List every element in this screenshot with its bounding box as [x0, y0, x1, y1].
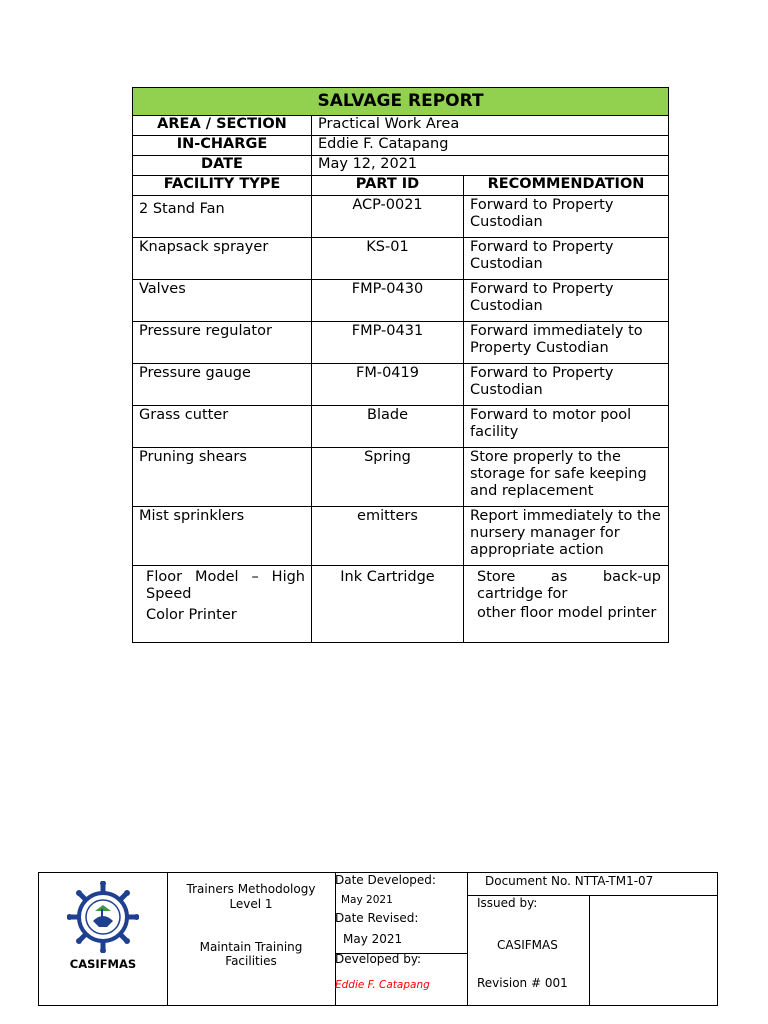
issued-by-label: Issued by: — [477, 896, 538, 910]
document-cell — [467, 873, 719, 1005]
facility-cell: Mist sprinklers — [133, 507, 312, 566]
recommendation-cell: Forward to motor pool facility — [464, 406, 669, 448]
column-header-facility: FACILITY TYPE — [133, 176, 312, 196]
course-title-line-2: Level 1 — [229, 897, 273, 911]
area-row — [133, 116, 669, 136]
part-cell: ACP-0021 — [312, 196, 464, 238]
date-developed-label: Date Developed: — [335, 873, 436, 887]
recommendation-text-2: other floor model printer — [477, 605, 657, 621]
part-cell: Spring — [312, 448, 464, 507]
report-title-row — [133, 88, 669, 116]
part-cell: KS-01 — [312, 238, 464, 280]
part-cell: FM-0419 — [312, 364, 464, 406]
date-revised-value: May 2021 — [343, 932, 403, 946]
facility-line-1: Floor Model – High Speed — [146, 569, 305, 602]
module-title — [167, 940, 335, 968]
facility-cell — [133, 566, 312, 643]
revision-number: Revision # 001 — [477, 976, 568, 990]
table-row — [133, 364, 669, 406]
report-title: SALVAGE REPORT — [133, 88, 669, 116]
area-label: AREA / SECTION — [133, 116, 312, 136]
part-cell: emitters — [312, 507, 464, 566]
table-row — [133, 566, 669, 643]
column-header-recommendation: RECOMMENDATION — [464, 176, 669, 196]
logo-cell — [39, 873, 167, 1005]
table-row — [133, 448, 669, 507]
recommendation-text-1: Store as back-up cartridge for — [477, 569, 662, 602]
date-label: DATE — [133, 156, 312, 176]
recommendation-cell: Forward to Property Custodian — [464, 280, 669, 322]
table-row — [133, 322, 669, 364]
recommendation-cell: Report immediately to the nursery manager for appropriate action — [464, 507, 669, 566]
facility-cell: Valves — [133, 280, 312, 322]
developer-name: Eddie F. Catapang — [335, 979, 430, 991]
table-row — [133, 238, 669, 280]
course-title — [167, 882, 335, 912]
course-cell — [167, 873, 335, 1005]
recommendation-cell: Forward to Property Custodian — [464, 238, 669, 280]
developed-by-label: Developed by: — [335, 952, 422, 966]
incharge-row — [133, 136, 669, 156]
casifmas-logo — [67, 881, 139, 953]
date-row — [133, 156, 669, 176]
module-title-line-2: Facilities — [225, 954, 277, 968]
facility-cell: Grass cutter — [133, 406, 312, 448]
table-row — [133, 280, 669, 322]
recommendation-cell — [464, 566, 669, 643]
recommendation-line-1 — [477, 569, 661, 603]
table-row — [133, 406, 669, 448]
module-title-line-1: Maintain Training — [199, 940, 303, 954]
part-cell: Blade — [312, 406, 464, 448]
area-value: Practical Work Area — [312, 116, 669, 136]
facility-cell: Pressure regulator — [133, 322, 312, 364]
part-cell: FMP-0431 — [312, 322, 464, 364]
date-revised-label: Date Revised: — [335, 911, 419, 925]
column-header-row — [133, 176, 669, 196]
part-cell: FMP-0430 — [312, 280, 464, 322]
recommendation-cell: Forward immediately to Property Custodian — [464, 322, 669, 364]
recommendation-cell: Forward to Property Custodian — [464, 196, 669, 238]
date-value: May 12, 2021 — [312, 156, 669, 176]
facility-cell: 2 Stand Fan — [133, 196, 312, 238]
recommendation-cell: Store properly to the storage for safe keeping and replacement — [464, 448, 669, 507]
org-name: CASIFMAS — [69, 957, 137, 971]
document-number: Document No. NTTA-TM1-07 — [485, 874, 654, 888]
facility-cell: Pressure gauge — [133, 364, 312, 406]
column-header-part: PART ID — [312, 176, 464, 196]
recommendation-cell: Forward to Property Custodian — [464, 364, 669, 406]
part-cell: Ink Cartridge — [312, 566, 464, 643]
incharge-value: Eddie F. Catapang — [312, 136, 669, 156]
salvage-report-table — [132, 87, 669, 643]
course-title-line-1: Trainers Methodology — [186, 882, 316, 896]
table-row — [133, 507, 669, 566]
dates-cell — [335, 873, 467, 1005]
issued-by-value: CASIFMAS — [497, 938, 558, 952]
facility-line-2: Color Printer — [146, 607, 237, 623]
incharge-label: IN-CHARGE — [133, 136, 312, 156]
table-row — [133, 196, 669, 238]
facility-cell: Knapsack sprayer — [133, 238, 312, 280]
facility-cell: Pruning shears — [133, 448, 312, 507]
document-footer — [38, 872, 718, 1006]
date-developed-value: May 2021 — [341, 894, 393, 906]
